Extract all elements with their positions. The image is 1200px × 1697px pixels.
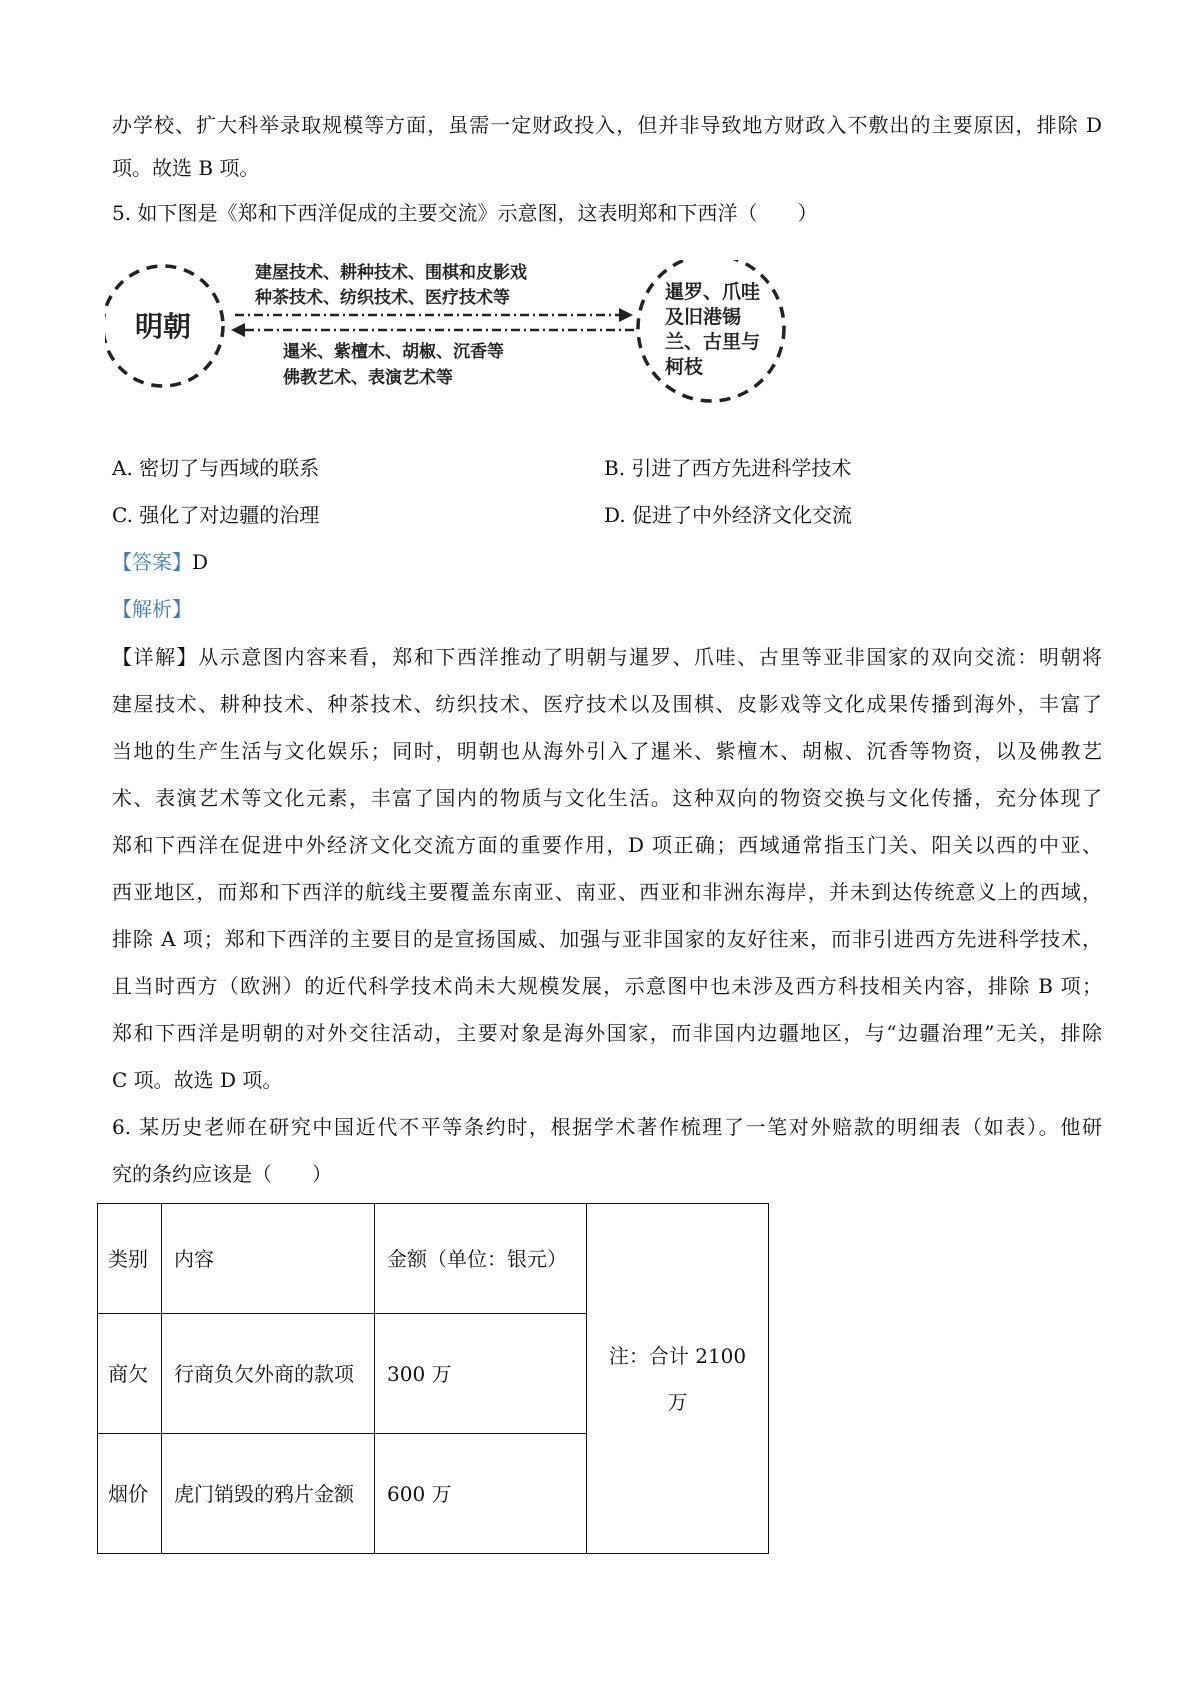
foreign-label-line-4: 柯枝: [665, 356, 704, 378]
detail-line-7: 排除 A 项；郑和下西洋的主要目的是宣扬国威、加强与亚非国家的友好往来，而非引进西方先进科学技术，: [112, 927, 1102, 951]
header-content: 内容: [162, 1204, 375, 1314]
row-content: 行商负欠外商的款项: [162, 1314, 375, 1434]
q5-stem: 5. 如下图是《郑和下西洋促成的主要交流》示意图，这表明郑和下西洋（ ）: [112, 201, 818, 225]
zhenghe-exchange-diagram: [105, 260, 795, 430]
foreign-label-line-3: 兰、古里与: [665, 331, 761, 353]
foreign-label-line-2: 及旧港锡: [665, 306, 742, 328]
outbound-text-line-2: 种茶技术、纺织技术、医疗技术等: [255, 288, 510, 308]
table-note: 注：合计 2100 万: [587, 1204, 769, 1554]
detail-line-6: 西亚地区，而郑和下西洋的航线主要覆盖东南亚、南亚、西亚和非洲东海岸，并未到达传统意义上的西域，: [112, 880, 1102, 904]
detail-line-5: 郑和下西洋在促进中外经济文化交流方面的重要作用，D 项正确；西域通常指玉门关、阳关以西的中亚、: [112, 833, 1102, 857]
detail-line-10: C 项。故选 D 项。: [112, 1068, 283, 1092]
detail-line-4: 术、表演艺术等文化元素，丰富了国内的物质与文化生活。这种双向的物资交换与文化传播，充分体现了: [112, 786, 1102, 810]
inbound-arrowhead: [231, 323, 245, 337]
q6-stem-line-1: 6. 某历史老师在研究中国近代不平等条约时，根据学术著作梳理了一笔对外赔款的明细表（如表）。他研: [112, 1115, 1102, 1139]
answer-tag: 【答案】: [112, 550, 192, 574]
detail-line-8: 且当时西方（欧洲）的近代科学技术尚未大规模发展，示意图中也未涉及西方科技相关内容，排除 B 项；: [112, 974, 1102, 998]
foreign-label-line-1: 暹罗、爪哇: [665, 281, 761, 303]
analysis-tag: 【解析】: [112, 597, 192, 621]
row-amount: 600 万: [375, 1434, 587, 1554]
q5-option-d: D. 促进了中外经济文化交流: [604, 503, 853, 527]
row-amount: 300 万: [375, 1314, 587, 1434]
q5-option-a: A. 密切了与西域的联系: [112, 456, 320, 480]
q5-answer-row: [112, 547, 208, 577]
header-amount: 金额（单位：银元）: [375, 1204, 587, 1314]
carryover-line-1: 办学校、扩大科举录取规模等方面，虽需一定财政投入，但并非导致地方财政入不敷出的主要原因，排除 D: [112, 113, 1102, 137]
inbound-text-line-1: 暹米、紫檀木、胡椒、沉香等: [283, 342, 504, 362]
outbound-text-line-1: 建屋技术、耕种技术、围棋和皮影戏: [255, 263, 527, 283]
q5-analysis-tag: [112, 594, 192, 624]
q5-option-c: C. 强化了对边疆的治理: [112, 503, 320, 527]
detail-line-1: 【详解】从示意图内容来看，郑和下西洋推动了明朝与暹罗、爪哇、古里等亚非国家的双向交流：明朝将: [112, 645, 1102, 669]
q5-option-b: B. 引进了西方先进科学技术: [604, 456, 852, 480]
indemnity-table: [97, 1203, 769, 1554]
table-header-row: [98, 1204, 769, 1314]
ming-label: 明朝: [134, 310, 192, 343]
header-category: 类别: [98, 1204, 162, 1314]
detail-line-3: 当地的生产生活与文化娱乐；同时，明朝也从海外引入了暹米、紫檀木、胡椒、沉香等物资，以及佛教艺: [112, 739, 1102, 763]
carryover-line-2: 项。故选 B 项。: [112, 156, 260, 180]
row-category: 烟价: [98, 1434, 162, 1554]
q6-stem-line-2: 究的条约应该是（ ）: [112, 1162, 332, 1186]
outbound-arrowhead: [619, 308, 633, 322]
detail-line-2: 建屋技术、耕种技术、种茶技术、纺织技术、医疗技术以及围棋、皮影戏等文化成果传播到海外，丰富了: [112, 692, 1102, 716]
answer-value: D: [192, 550, 209, 574]
inbound-text-line-2: 佛教艺术、表演艺术等: [283, 368, 453, 388]
row-category: 商欠: [98, 1314, 162, 1434]
detail-line-9: 郑和下西洋是明朝的对外交往活动，主要对象是海外国家，而非国内边疆地区，与“边疆治理”无关，排除: [112, 1021, 1102, 1045]
row-content: 虎门销毁的鸦片金额: [162, 1434, 375, 1554]
